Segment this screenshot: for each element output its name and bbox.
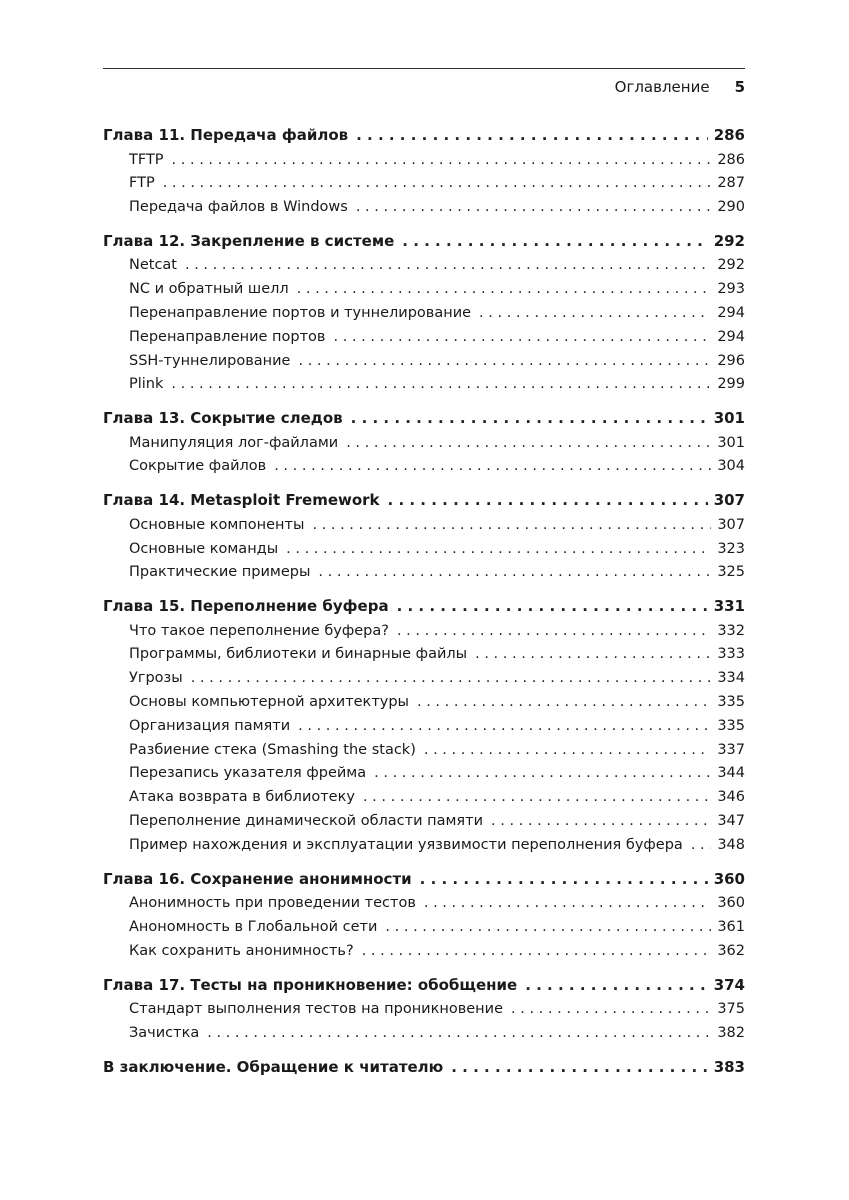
section-title: Основы компьютерной архитектуры [129,694,409,711]
toc-section-entry[interactable] [103,376,745,400]
section-page-number: 286 [717,151,745,168]
toc-section-entry[interactable] [103,765,745,789]
toc-section-entry[interactable] [103,789,745,813]
section-title: Перезапись указателя фрейма [129,765,367,782]
toc-section-entry[interactable] [103,837,745,861]
section-title: Что такое переполнение буфера? [129,622,389,639]
dot-leader [286,541,711,557]
toc-chapter-entry[interactable] [103,1058,745,1084]
dot-leader [185,257,711,273]
toc-chapter [103,491,745,588]
toc-section-entry[interactable] [103,257,745,281]
toc-section-entry[interactable] [103,281,745,305]
dot-leader [511,1001,711,1017]
dot-leader [525,976,707,994]
section-page-number: 293 [717,281,745,298]
chapter-title: Глава 12. Закрепление в системе [103,231,395,250]
section-page-number: 337 [717,741,745,758]
section-page-number: 299 [717,376,745,393]
toc-chapter [103,1058,745,1084]
section-title: FTP [129,175,155,192]
section-title: Сокрытие файлов [129,458,267,475]
chapter-page-number: 286 [713,126,745,144]
section-page-number: 323 [717,540,745,557]
section-title: Пример нахождения и эксплуатации уязвимости переполнения буфера [129,836,683,853]
section-title: Угрозы [129,670,183,687]
section-title: SSH-туннелирование [129,352,291,369]
dot-leader [385,919,711,935]
section-title: NC и обратный шелл [129,281,289,298]
dot-leader [424,895,711,911]
section-page-number: 301 [717,434,745,451]
dot-leader [274,458,711,474]
dot-leader [691,837,711,853]
toc-section-entry[interactable] [103,329,745,353]
toc-chapter [103,870,745,967]
toc-chapter-entry[interactable] [103,409,745,435]
chapter-page-number: 307 [713,491,745,510]
section-title: Netcat [129,257,177,274]
section-title: Plink [129,376,164,393]
section-title: Манипуляция лог-файлами [129,434,339,451]
section-page-number: 347 [717,813,745,830]
toc-section-entry[interactable] [103,718,745,742]
dot-leader [207,1025,711,1041]
dot-leader [420,870,708,888]
section-title: Программы, библиотеки и бинарные файлы [129,646,468,663]
toc-chapter-entry[interactable] [103,870,745,896]
chapter-title: Глава 16. Сохранение анонимности [103,869,412,888]
toc-section-entry[interactable] [103,353,745,377]
section-title: Как сохранить анонимность? [129,942,354,959]
toc-chapter-entry[interactable] [103,976,745,1002]
toc-chapter [103,232,745,400]
section-title: Передача файлов в Windows [129,199,348,216]
section-page-number: 334 [717,670,745,687]
section-title: Практические примеры [129,564,311,581]
chapter-page-number: 292 [713,231,745,250]
section-page-number: 361 [717,918,745,935]
dot-leader [318,564,711,580]
section-page-number: 335 [717,694,745,711]
toc-chapter-entry[interactable] [103,491,745,517]
dot-leader [163,175,712,191]
section-title: Зачистка [129,1024,200,1041]
section-page-number: 332 [717,622,745,639]
dot-leader [475,646,711,662]
dot-leader [172,152,712,168]
section-title: Перенаправление портов [129,328,326,345]
running-head [103,69,745,103]
dot-leader [479,305,711,321]
dot-leader [171,376,711,392]
toc-section-entry[interactable] [103,813,745,837]
dot-leader [297,281,712,297]
dot-leader [356,126,708,144]
toc-section-entry[interactable] [103,435,745,459]
toc-chapter-entry[interactable] [103,232,745,258]
toc-section-entry[interactable] [103,895,745,919]
section-page-number: 360 [717,895,745,912]
dot-leader [451,1058,707,1076]
dot-leader [312,517,711,533]
chapter-page-number: 374 [713,975,745,994]
section-title: Стандарт выполнения тестов на проникновение [129,1001,504,1018]
toc-chapter-entry[interactable] [103,126,745,152]
section-title: Перенаправление портов и туннелирование [129,304,472,321]
dot-leader [362,943,712,959]
section-title: Основные команды [129,540,279,557]
section-page-number: 290 [717,199,745,216]
toc-section-entry[interactable] [103,646,745,670]
toc-chapter [103,976,745,1049]
toc-section-entry[interactable] [103,564,745,588]
section-page-number: 325 [717,564,745,581]
section-page-number: 375 [717,1001,745,1018]
section-page-number: 294 [717,304,745,321]
dot-leader [402,232,707,250]
dot-leader [346,435,711,451]
dot-leader [298,353,711,369]
dot-leader [191,670,712,686]
toc-section-entry[interactable] [103,541,745,565]
toc-section-entry[interactable] [103,623,745,647]
chapter-page-number: 360 [713,869,745,888]
toc-section-entry[interactable] [103,919,745,943]
toc-section-entry[interactable] [103,175,745,199]
dot-leader [356,199,712,215]
dot-leader [351,409,708,427]
dot-leader [491,813,711,829]
chapter-title: Глава 14. Metasploit Fremework [103,491,380,510]
dot-leader [397,597,708,615]
section-title: Разбиение стека (Smashing the stack) [129,741,416,758]
section-page-number: 304 [717,458,745,475]
section-page-number: 292 [717,257,745,274]
section-page-number: 287 [717,175,745,192]
section-page-number: 296 [717,352,745,369]
toc-section-entry[interactable] [103,199,745,223]
section-page-number: 294 [717,328,745,345]
dot-leader [397,623,711,639]
section-page-number: 382 [717,1024,745,1041]
toc-section-entry[interactable] [103,1025,745,1049]
toc-section-entry[interactable] [103,943,745,967]
toc-chapter [103,126,745,223]
book-page [103,68,745,1092]
section-page-number: 348 [717,836,745,853]
chapter-title: Глава 11. Передача файлов [103,126,349,144]
toc-section-entry[interactable] [103,694,745,718]
dot-leader [363,789,711,805]
section-title: Анономность в Глобальной сети [129,918,378,935]
chapter-title: Глава 15. Переполнение буфера [103,597,389,616]
section-title: Анонимность при проведении тестов [129,895,416,912]
dot-leader [424,742,711,758]
chapter-title: Глава 13. Сокрытие следов [103,409,343,428]
section-title: Атака возврата в библиотеку [129,789,355,806]
section-page-number: 307 [717,516,745,533]
toc-section-entry[interactable] [103,670,745,694]
chapter-page-number: 383 [713,1057,745,1076]
section-page-number: 344 [717,765,745,782]
section-title: Основные компоненты [129,516,305,533]
toc-chapter [103,409,745,482]
toc-section-entry[interactable] [103,1001,745,1025]
section-title: Организация памяти [129,717,291,734]
dot-leader [374,765,711,781]
page-number: 5 [734,77,745,96]
dot-leader [298,718,711,734]
toc-section-entry[interactable] [103,458,745,482]
table-of-contents [103,126,745,1083]
dot-leader [417,694,711,710]
toc-section-entry[interactable] [103,742,745,766]
dot-leader [388,491,708,509]
section-page-number: 333 [717,646,745,663]
section-page-number: 346 [717,789,745,806]
section-title: TFTP [129,151,164,168]
dot-leader [333,329,711,345]
toc-chapter-entry[interactable] [103,597,745,623]
section-title: Переполнение динамической области памяти [129,813,484,830]
running-head-title: Оглавление [614,77,710,96]
chapter-title: Глава 17. Тесты на проникновение: обобщение [103,975,518,994]
toc-chapter [103,597,745,860]
section-page-number: 362 [717,942,745,959]
chapter-page-number: 331 [713,597,745,616]
section-page-number: 335 [717,717,745,734]
toc-section-entry[interactable] [103,305,745,329]
toc-section-entry[interactable] [103,517,745,541]
toc-section-entry[interactable] [103,152,745,176]
chapter-title: В заключение. Обращение к читателю [103,1057,444,1076]
chapter-page-number: 301 [713,409,745,428]
